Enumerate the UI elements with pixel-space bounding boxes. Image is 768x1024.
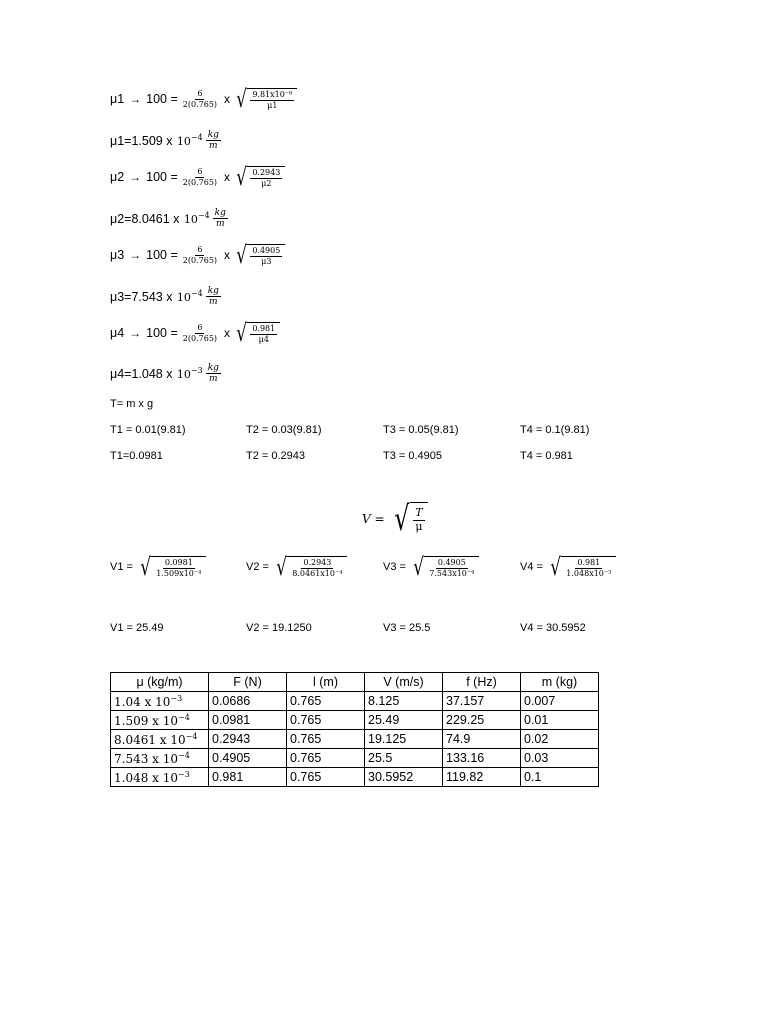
velocity-value: V2 = 19.1250 (246, 622, 312, 634)
cell-f: 37.157 (443, 692, 521, 711)
radical-icon: √ (550, 553, 562, 581)
sqrt-expression: √ $\frac{T}{\mu}$ (391, 502, 428, 536)
eq-label: μ1 (110, 92, 125, 106)
power: $10^{-4}$ (183, 211, 210, 227)
velocity-formula: V = √ $\frac{T}{\mu}$ (362, 502, 428, 536)
result-mu2: μ2=8.0461 x $10^{-4}$ $\frac{kg}{m}$ (110, 208, 226, 230)
cell-m: 0.1 (521, 768, 599, 787)
cell-mu: 1.04 x $10^{-3}$ (111, 692, 209, 711)
arrow-icon: → (129, 170, 142, 184)
equation-mu1 (110, 85, 297, 113)
cell-m: 0.007 (521, 692, 599, 711)
radical-icon: √ (236, 241, 248, 269)
cell-f: 119.82 (443, 768, 521, 787)
table-row (111, 711, 599, 730)
table-row (111, 730, 599, 749)
table-header-row (111, 673, 599, 692)
cell-m: 0.03 (521, 749, 599, 768)
cell-F: 0.0981 (209, 711, 287, 730)
column-header: μ (kg/m) (111, 673, 209, 692)
cell-mu: 7.543 x $10^{-4}$ (111, 749, 209, 768)
sqrt-expression: √ $\frac{0.4905}{\mu 3}$ (234, 244, 285, 266)
cell-mu: 8.0461 x $10^{-4}$ (111, 730, 209, 749)
radical-icon: √ (236, 319, 248, 347)
power: $10^{-4}$ (176, 133, 203, 149)
cell-m: 0.02 (521, 730, 599, 749)
eq-rhs: 100 = (146, 92, 178, 106)
cell-l: 0.765 (287, 692, 365, 711)
column-header: f (Hz) (443, 673, 521, 692)
tension-value: T1=0.0981 (110, 450, 163, 462)
result-mu4: μ4=1.048 x $10^{-3}$ $\frac{kg}{m}$ (110, 363, 219, 385)
times-sign: x (224, 92, 231, 106)
unit-fraction: $\frac{kg}{m}$ (207, 286, 219, 308)
sqrt-expression: √ $\frac{0.981}{\mu 4}$ (234, 322, 280, 344)
equation-mu4: μ4 → 100 = $\frac{6}{2(0.765)}$ x √ $\frac{0.981}{\mu 4}$ (110, 322, 280, 344)
column-header: V (m/s) (365, 673, 443, 692)
power: $10^{-3}$ (176, 366, 203, 382)
fraction: $\frac{6}{2(0.765)}$ (182, 245, 218, 265)
cell-l: 0.765 (287, 730, 365, 749)
velocity-value: V1 = 25.49 (110, 622, 164, 634)
cell-V: 19.125 (365, 730, 443, 749)
tension-calc: T4 = 0.1(9.81) (520, 424, 590, 436)
column-header: F (N) (209, 673, 287, 692)
equation-mu2: μ2 → 100 = $\frac{6}{2(0.765)}$ x √ $\frac{0.2943}{\mu 2}$ (110, 166, 285, 188)
cell-l: 0.765 (287, 711, 365, 730)
tension-calc: T1 = 0.01(9.81) (110, 424, 186, 436)
velocity-calc: V3 = √ $\frac{0.4905}{\text{7.543x10⁻⁴}}$ (383, 556, 479, 578)
tension-value: T4 = 0.981 (520, 450, 573, 462)
velocity-calc: V4 = √ $\frac{0.981}{\text{1.048x10⁻³}}$ (520, 556, 616, 578)
tension-value: T3 = 0.4905 (383, 450, 443, 462)
cell-F: 0.2943 (209, 730, 287, 749)
velocity-value: V4 = 30.5952 (520, 622, 586, 634)
cell-V: 30.5952 (365, 768, 443, 787)
result-text: μ1=1.509 x (110, 133, 173, 148)
radical-icon: √ (236, 85, 248, 113)
table-row (111, 768, 599, 787)
cell-m: 0.01 (521, 711, 599, 730)
cell-V: 8.125 (365, 692, 443, 711)
tension-calc: T2 = 0.03(9.81) (246, 424, 322, 436)
result-mu1 (110, 130, 224, 152)
radical-icon: √ (413, 553, 425, 581)
cell-f: 133.16 (443, 749, 521, 768)
sqrt-expression: √ $\frac{\text{9.81x10⁻⁸}}{\mu 1}$ (234, 88, 297, 110)
velocity-calc: V1 = √ $\frac{0.0981}{\text{1.509x10⁻⁴}}$ (110, 556, 206, 578)
result-mu3: μ3=7.543 x $10^{-4}$ $\frac{kg}{m}$ (110, 286, 219, 308)
results-table (110, 672, 599, 787)
fraction: $\frac{6}{2(0.765)}$ (182, 167, 218, 187)
table-row (111, 692, 599, 711)
cell-f: 229.25 (443, 711, 521, 730)
fraction: $\frac{6}{2(0.765)}$ (182, 89, 218, 109)
unit-fraction: $\frac{kg}{m}$ (214, 208, 226, 230)
column-header: l (m) (287, 673, 365, 692)
fraction: $\frac{6}{2(0.765)}$ (182, 323, 218, 343)
radical-icon: √ (276, 553, 288, 581)
tension-calc: T3 = 0.05(9.81) (383, 424, 459, 436)
cell-l: 0.765 (287, 749, 365, 768)
radical-icon: √ (236, 163, 248, 191)
arrow-icon: → (129, 326, 142, 340)
arrow-icon: → (129, 92, 142, 106)
cell-mu: 1.509 x $10^{-4}$ (111, 711, 209, 730)
cell-l: 0.765 (287, 768, 365, 787)
cell-V: 25.5 (365, 749, 443, 768)
tension-formula: T= m x g (110, 398, 154, 410)
unit-fraction: $\frac{kg}{m}$ (207, 363, 219, 385)
sqrt-expression: √ $\frac{0.2943}{\mu 2}$ (234, 166, 285, 188)
velocity-calc: V2 = √ $\frac{0.2943}{\text{8.0461x10⁻⁴}}$ (246, 556, 347, 578)
arrow-icon: → (129, 248, 142, 262)
radical-icon: √ (140, 553, 152, 581)
radical-icon: √ (393, 499, 409, 539)
cell-F: 0.4905 (209, 749, 287, 768)
cell-F: 0.0686 (209, 692, 287, 711)
cell-F: 0.981 (209, 768, 287, 787)
cell-V: 25.49 (365, 711, 443, 730)
unit-fraction: $\frac{kg}{m}$ (207, 130, 219, 152)
cell-f: 74.9 (443, 730, 521, 749)
cell-mu: 1.048 x $10^{-3}$ (111, 768, 209, 787)
velocity-value: V3 = 25.5 (383, 622, 431, 634)
column-header: m (kg) (521, 673, 599, 692)
power: $10^{-4}$ (176, 289, 203, 305)
table-row (111, 749, 599, 768)
equation-mu3: μ3 → 100 = $\frac{6}{2(0.765)}$ x √ $\frac{0.4905}{\mu 3}$ (110, 244, 285, 266)
tension-value: T2 = 0.2943 (246, 450, 306, 462)
